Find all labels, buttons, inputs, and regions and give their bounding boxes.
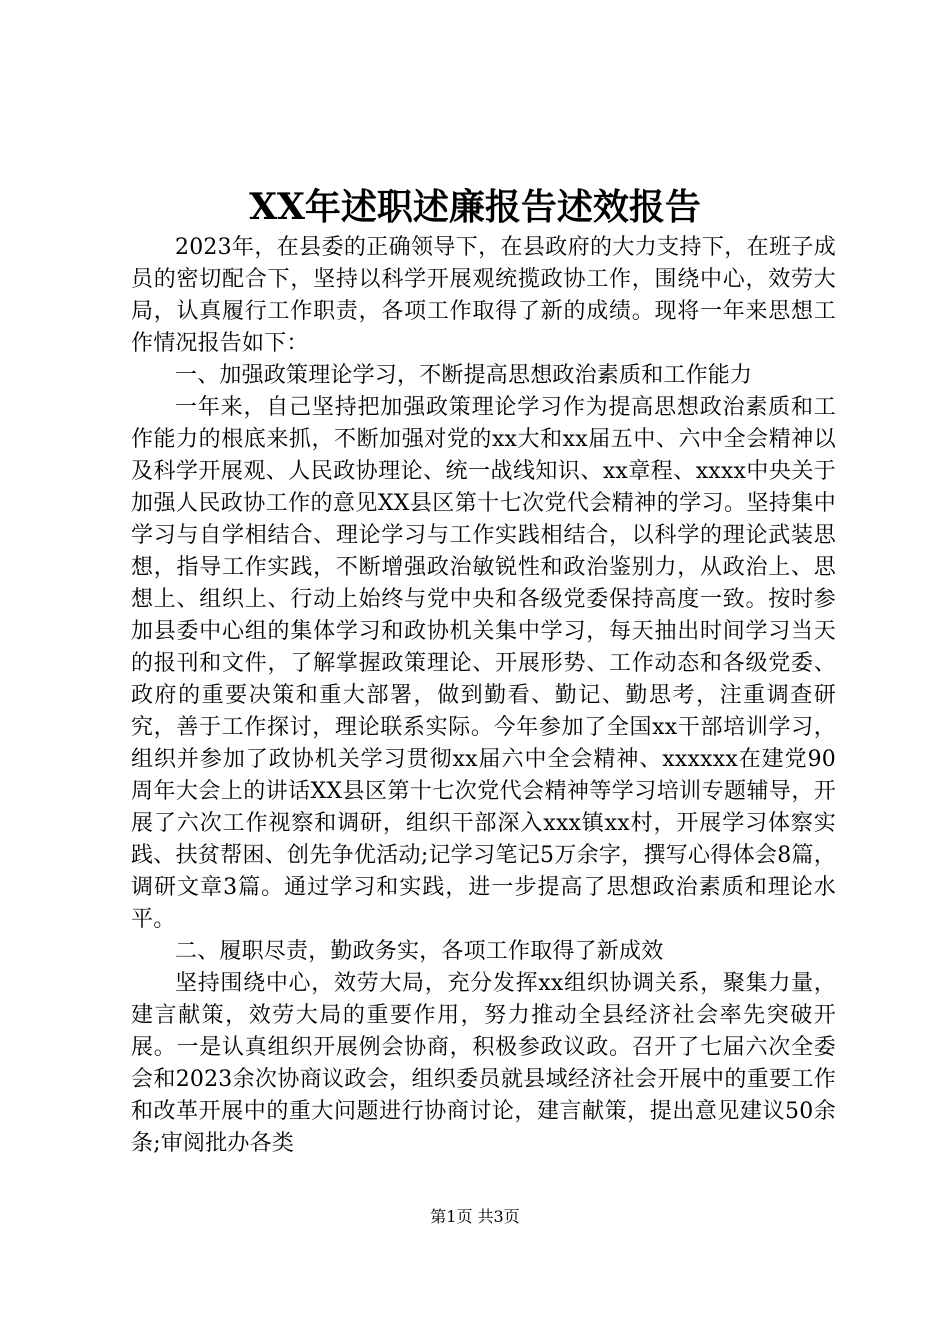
- section-heading-2: 二、履职尽责，勤政务实，各项工作取得了新成效: [175, 939, 664, 964]
- page-number-footer: 第1页 共3页: [430, 1207, 520, 1226]
- section-1-paragraph: 一年来，自己坚持把加强政策理论学习作为提高思想政治素质和工作能力的根底来抓，不断加强对党的xx大和xx届五中、六中全会精神以及科学开展观、人民政协理论、统一战线知识、xx章程、xxxx中央关于加强人民政协工作的意见XX县区第十七次党代会精神的学习。坚持集中学习与自学相结合、理论学习与工作实践相结合，以科学的理论武装思想，指导工作实践，不断增强政治敏锐性和政治鉴别力，从政治上、思想上、组织上、行动上始终与党中央和各级党委保持高度一致。按时参加县委中心组的集体学习和政协机关集中学习，每天抽出时间学习当天的报刊和文件，了解掌握政策理论、开展形势、工作动态和各级党委、政府的重要决策和重大部署，做到勤看、勤记、勤思考，注重调查研究，善于工作探讨，理论联系实际。今年参加了全国xx干部培训学习，组织并参加了政协机关学习贯彻xx届六中全会精神、xxxxxx在建党90周年大会上的讲话XX县区第十七次党代会精神等学习培训专题辅导，开展了六次工作视察和调研，组织干部深入xxx镇xx村，开展学习体察实践、扶贫帮困、创先争优活动;记学习笔记5万余字，撰写心得体会8篇，调研文章3篇。通过学习和实践，进一步提高了思想政治素质和理论水平。: [131, 395, 836, 932]
- intro-paragraph: 2023年，在县委的正确领导下，在县政府的大力支持下，在班子成员的密切配合下，坚持以科学开展观统揽政协工作，围绕中心，效劳大局，认真履行工作职责，各项工作取得了新的成绩。现将一年来思想工作情况报告如下：: [131, 235, 836, 356]
- document-title: XX年述职述廉报告述效报告: [249, 186, 701, 228]
- document-body: [131, 232, 836, 1160]
- section-heading-1: 一、加强政策理论学习，不断提高思想政治素质和工作能力: [175, 363, 753, 388]
- section-2-paragraph: 坚持围绕中心，效劳大局，充分发挥xx组织协调关系，聚集力量，建言献策，效劳大局的重要作用，努力推动全县经济社会率先突破开展。一是认真组织开展例会协商，积极参政议政。召开了七届六次全委会和2023余次协商议政会，组织委员就县域经济社会开展中的重要工作和改革开展中的重大问题进行协商讨论，建言献策，提出意见建议50余条;审阅批办各类: [131, 971, 836, 1156]
